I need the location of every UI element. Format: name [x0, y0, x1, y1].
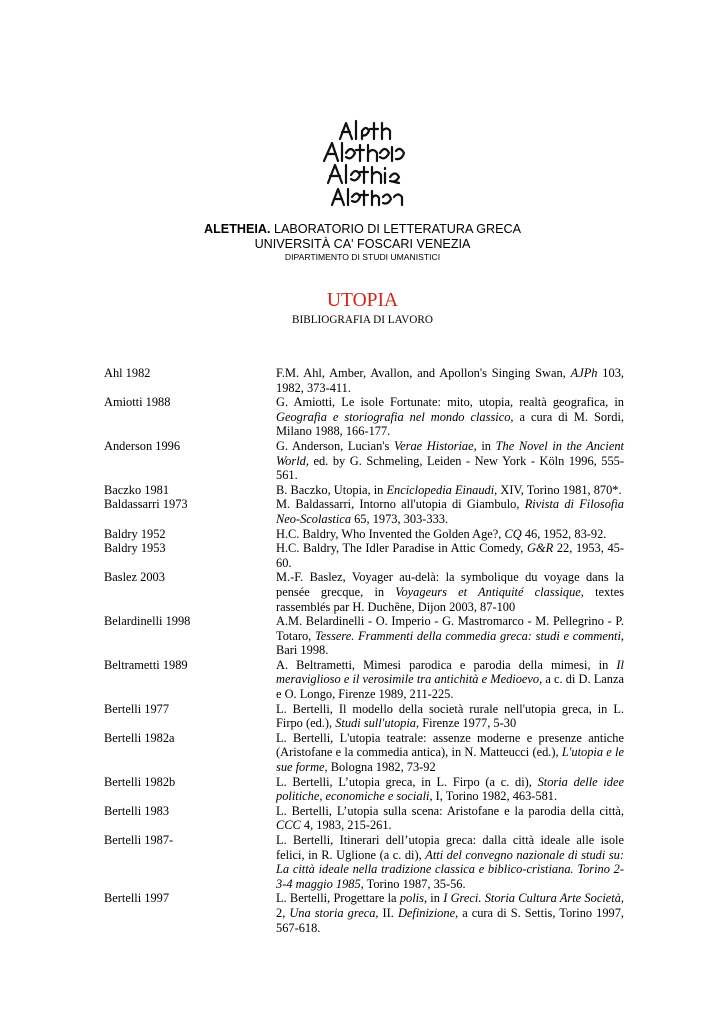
bibliography-entry	[104, 366, 624, 395]
entry-reference: L. Bertelli, L'utopia teatrale: assenze moderne e presenze antiche (Aristofane e la commedia antica), in N. Matteucci (ed.), L'utopia e le sue forme, Bologna 1982, 73-92	[276, 730, 624, 775]
entry-reference: L. Bertelli, Itinerari dell’utopia greca: dalla città ideale alle isole felici, in R. Uglione (a c. di), Atti del convegno nazionale di studi su: La città ideale nella tradizione classica e biblico-cristiana. Torino 2-3-4 maggio 1985, Torino 1987, 35-56.	[276, 833, 624, 891]
entry-reference: G. Anderson, Lucian's Verae Historiae, in The Novel in the Ancient World, ed. by G. Schmeling, Leiden - New York - Köln 1996, 555-561.	[276, 438, 624, 483]
bibliography-entry	[104, 483, 624, 498]
lab-name-bold: ALETHEIA.	[204, 222, 271, 236]
entry-reference: G. Amiotti, Le isole Fortunate: mito, utopia, realtà geografica, in Geografia e storiografia nel mondo classico, a cura di M. Sordi, Milano 1988, 166-177.	[276, 395, 624, 439]
page-title: UTOPIA	[326, 290, 399, 311]
entry-key: Bertelli 1983	[104, 803, 170, 818]
entry-key: Bertelli 1997	[104, 891, 170, 906]
entry-reference: H.C. Baldry, The Idler Paradise in Attic Comedy, G&R 22, 1953, 45-60.	[276, 541, 624, 570]
entry-key: Ahl 1982	[104, 366, 151, 380]
bibliography-entry	[104, 804, 624, 833]
bibliography-entry	[104, 702, 624, 731]
entry-reference: H.C. Baldry, Who Invented the Golden Age?, CQ 46, 1952, 83-92.	[276, 526, 607, 541]
entry-italic-title: Una storia greca,	[289, 905, 379, 920]
entry-reference: L. Bertelli, L’utopia greca, in L. Firpo (a c. di), Storia delle idee politiche, economiche e sociali, I, Torino 1982, 463-581.	[276, 774, 624, 804]
bibliography-entry	[104, 497, 624, 526]
entry-reference: L. Bertelli, Il modello della società rurale nell'utopia greca, in L. Firpo (ed.), Studi sull'utopia, Firenze 1977, 5-30	[276, 701, 624, 731]
university-name: UNIVERSITÀ CA' FOSCARI VENEZIA	[254, 237, 471, 251]
entry-italic-title: Definizione,	[397, 905, 459, 920]
entry-italic-title: Il meraviglioso e il verosimile tra antichità e Medioevo,	[276, 657, 624, 687]
entry-key: Bertelli 1987-	[104, 833, 174, 847]
entry-italic-title: Tessere. Frammenti della commedia greca: studi e commenti,	[315, 628, 625, 643]
bibliography-entry	[104, 541, 624, 570]
lab-name	[0, 222, 725, 237]
entry-key: Baslez 2003	[104, 570, 165, 585]
entry-italic-title: CCC	[276, 818, 301, 833]
entry-reference: M. Baldassarri, Intorno all'utopia di Giambulo, Rivista di Filosofia Neo-Scolastica 65, 1973, 303-333.	[276, 497, 624, 526]
entry-reference: B. Baczko, Utopia, in Enciclopedia Einaudi, XIV, Torino 1981, 870*.	[276, 482, 622, 497]
entry-reference: L. Bertelli, L’utopia sulla scena: Aristofane e la parodia della città, CCC 4, 1983, 215-261.	[276, 803, 624, 833]
bibliography-list	[104, 366, 624, 935]
entry-key: Bertelli 1982b	[104, 774, 176, 789]
entry-italic-title: Geografia e storiografia nel mondo classico,	[276, 409, 514, 424]
bibliography-entry	[104, 439, 624, 483]
entry-reference: M.-F. Baslez, Voyager au-delà: la symbolique du voyage dans la pensée grecque, in Voyageurs et Antiquité classique, textes rassemblés par H. Duchêne, Dijon 2003, 87-100	[276, 570, 625, 614]
entry-key: Amiotti 1988	[104, 395, 171, 410]
entry-italic-title: Storia delle idee politiche, economiche e sociali,	[276, 774, 624, 804]
entry-key: Baldry 1953	[104, 541, 166, 556]
entry-italic-title: G&R	[527, 541, 554, 556]
entry-italic-title: Verae Historiae	[393, 438, 474, 453]
bibliography-entry	[104, 570, 624, 614]
aletheia-logo-icon	[318, 117, 408, 211]
lab-name-rest: LABORATORIO DI LETTERATURA GRECA	[270, 222, 521, 236]
entry-italic-title: AJPh	[570, 366, 598, 380]
bibliography-entry	[104, 833, 624, 891]
entry-reference: F.M. Ahl, Amber, Avallon, and Apollon's Singing Swan, AJPh 103, 1982, 373-411.	[276, 366, 624, 395]
entry-italic-title: Voyageurs et Antiquité classique,	[395, 584, 584, 599]
bibliography-entry	[104, 731, 624, 775]
bibliography-entry	[104, 775, 624, 804]
entry-reference: A. Beltrametti, Mimesi parodica e parodia della mimesi, in Il meraviglioso e il verosimile tra antichità e Medioevo, a c. di D. Lanza e O. Longo, Firenze 1989, 211-225.	[276, 657, 624, 702]
entry-italic-title: Studi sull'utopia	[335, 716, 416, 731]
entry-key: Bertelli 1977	[104, 701, 170, 716]
entry-key: Baczko 1981	[104, 482, 170, 497]
entry-key: Beltrametti 1989	[104, 657, 188, 672]
department-name: DIPARTIMENTO DI STUDI UMANISTICI	[284, 252, 441, 262]
bibliography-entry	[104, 614, 624, 658]
bibliography-entry	[104, 527, 624, 542]
entry-key: Belardinelli 1998	[104, 614, 191, 629]
bibliography-entry	[104, 395, 624, 439]
entry-key: Anderson 1996	[104, 438, 181, 453]
entry-italic-title: The Novel in the Ancient World,	[276, 438, 624, 468]
entry-italic-title: I Greci. Storia Cultura Arte Società,	[443, 891, 624, 906]
entry-italic-title: L'utopia e le sue forme	[276, 745, 624, 775]
bibliography-entry	[104, 658, 624, 702]
entry-italic-title: Rivista di Filosofia Neo-Scolastica	[276, 497, 624, 526]
entry-reference: A.M. Belardinelli - O. Imperio - G. Mastromarco - M. Pellegrino - P. Totaro, Tessere. Frammenti della commedia greca: studi e commenti, Bari 1998.	[276, 614, 625, 658]
bibliography-entry	[104, 891, 624, 935]
entry-italic-title: polis	[399, 891, 424, 906]
entry-italic-title: Enciclopedia Einaudi,	[386, 482, 498, 497]
entry-italic-title: CQ	[504, 526, 522, 541]
page-subtitle: BIBLIOGRAFIA DI LAVORO	[292, 314, 433, 326]
entry-key: Baldry 1952	[104, 526, 166, 541]
entry-reference: L. Bertelli, Progettare la polis, in I Greci. Storia Cultura Arte Società, 2, Una storia greca, II. Definizione, a cura di S. Settis, Torino 1997, 567-618.	[276, 891, 625, 935]
entry-key: Bertelli 1982a	[104, 730, 175, 745]
entry-italic-title: Atti del convegno nazionale di studi su: La città ideale nella tradizione classica e biblico-cristiana. Torino 2-3-4 maggio 1985	[276, 847, 624, 891]
entry-key: Baldassarri 1973	[104, 497, 188, 512]
